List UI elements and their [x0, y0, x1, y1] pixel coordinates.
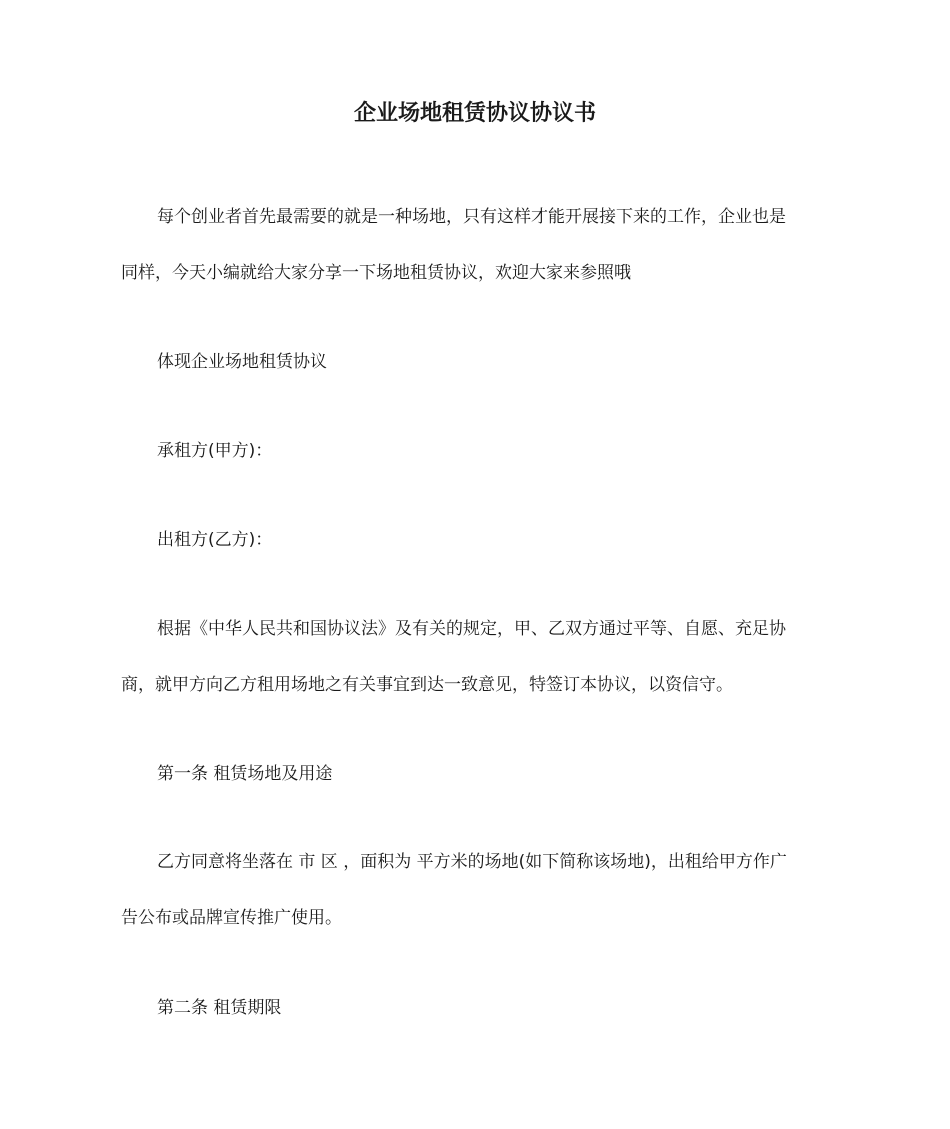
preamble-paragraph	[121, 601, 831, 713]
article-1-heading	[121, 746, 831, 802]
paragraph-line: 根据《中华人民共和国协议法》及有关的规定，甲、乙双方通过平等、自愿、充足协	[157, 619, 786, 639]
paragraph-line: 每个创业者首先最需要的就是一种场地，只有这样才能开展接下来的工作，企业也是	[157, 207, 786, 227]
paragraph-line: 乙方同意将坐落在 市 区 ，面积为 平方米的场地(如下简称该场地)，出租给甲方作广	[157, 852, 787, 872]
lessor-field	[121, 512, 831, 568]
paragraph-line: 商，就甲方向乙方租用场地之有关事宜到达一致意见，特签订本协议，以资信守。	[121, 675, 733, 695]
article-1-body	[121, 834, 831, 946]
intro-paragraph	[121, 189, 831, 301]
paragraph-line: 同样，今天小编就给大家分享一下场地租赁协议，欢迎大家来参照哦	[121, 263, 631, 283]
paragraph-line: 第一条 租赁场地及用途	[157, 764, 333, 784]
lessee-field	[121, 423, 831, 479]
document-title: 企业场地租赁协议协议书	[353, 101, 596, 126]
section-heading	[121, 334, 831, 390]
paragraph-line: 出租方(乙方)：	[157, 530, 273, 550]
paragraph-line: 告公布或品牌宣传推广使用。	[121, 908, 342, 928]
paragraph-line: 承租方(甲方)：	[157, 441, 273, 461]
article-2-heading	[121, 980, 831, 1036]
paragraph-line: 体现企业场地租赁协议	[157, 352, 327, 372]
paragraph-line: 第二条 租赁期限	[157, 998, 282, 1018]
